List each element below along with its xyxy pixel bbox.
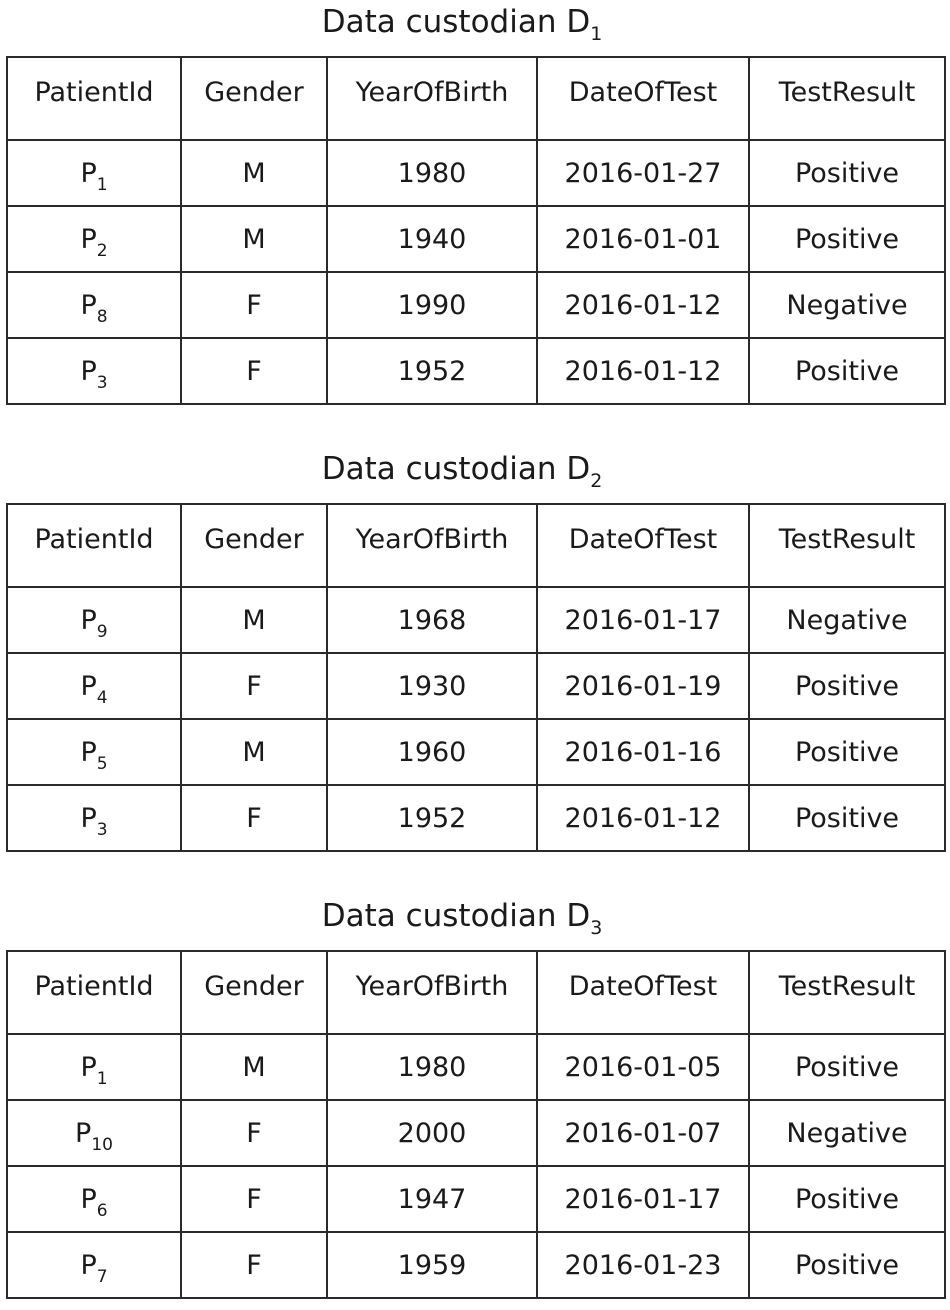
patient-id-cell: $P_1$ [7, 1034, 181, 1100]
patient-id-cell: $P_7$ [7, 1232, 181, 1298]
column-header-patient-id: PatientId [7, 57, 181, 140]
test-result-cell: Negative [749, 1100, 945, 1166]
test-result-cell: Positive [749, 719, 945, 785]
gender-cell: M [181, 206, 327, 272]
column-header-test-result: TestResult [749, 504, 945, 587]
patient-id-cell: $P_3$ [7, 785, 181, 851]
table-row [7, 587, 945, 653]
date-of-test-cell: 2016-01-27 [537, 140, 749, 206]
table-row [7, 1100, 945, 1166]
year-of-birth-cell: 1990 [327, 272, 537, 338]
date-of-test-cell: 2016-01-05 [537, 1034, 749, 1100]
table-row [7, 1034, 945, 1100]
test-result-cell: Negative [749, 587, 945, 653]
column-header-date-of-test: DateOfTest [537, 504, 749, 587]
column-header-gender: Gender [181, 504, 327, 587]
table-row [7, 653, 945, 719]
test-result-cell: Positive [749, 1232, 945, 1298]
patient-id-cell: $P_2$ [7, 206, 181, 272]
gender-cell: F [181, 1100, 327, 1166]
table-title: Data custodian $D_3$ [321, 898, 603, 939]
patient-id-cell: $P_6$ [7, 1166, 181, 1232]
year-of-birth-cell: 1940 [327, 206, 537, 272]
year-of-birth-cell: 1947 [327, 1166, 537, 1232]
gender-cell: F [181, 1232, 327, 1298]
test-result-cell: Negative [749, 272, 945, 338]
year-of-birth-cell: 1952 [327, 338, 537, 404]
year-of-birth-cell: 1959 [327, 1232, 537, 1298]
gender-cell: F [181, 338, 327, 404]
column-header-gender: Gender [181, 57, 327, 140]
header-row [7, 951, 945, 1034]
column-header-year-of-birth: YearOfBirth [327, 57, 537, 140]
table-row [7, 1166, 945, 1232]
date-of-test-cell: 2016-01-17 [537, 1166, 749, 1232]
test-result-cell: Positive [749, 653, 945, 719]
column-header-test-result: TestResult [749, 951, 945, 1034]
table-row [7, 1232, 945, 1298]
gender-cell: M [181, 1034, 327, 1100]
date-of-test-cell: 2016-01-12 [537, 338, 749, 404]
year-of-birth-cell: 1952 [327, 785, 537, 851]
date-of-test-cell: 2016-01-07 [537, 1100, 749, 1166]
table-row [7, 272, 945, 338]
date-of-test-cell: 2016-01-16 [537, 719, 749, 785]
column-header-test-result: TestResult [749, 57, 945, 140]
column-header-patient-id: PatientId [7, 504, 181, 587]
gender-cell: M [181, 140, 327, 206]
year-of-birth-cell: 1960 [327, 719, 537, 785]
year-of-birth-cell: 1930 [327, 653, 537, 719]
column-header-gender: Gender [181, 951, 327, 1034]
date-of-test-cell: 2016-01-19 [537, 653, 749, 719]
custodian-table-d1 [6, 56, 946, 405]
column-header-date-of-test: DateOfTest [537, 57, 749, 140]
table-title: Data custodian $D_2$ [321, 451, 603, 492]
test-result-cell: Positive [749, 206, 945, 272]
column-header-year-of-birth: YearOfBirth [327, 951, 537, 1034]
header-row [7, 504, 945, 587]
table-row [7, 206, 945, 272]
gender-cell: M [181, 719, 327, 785]
custodian-table-d3 [6, 950, 946, 1299]
column-header-patient-id: PatientId [7, 951, 181, 1034]
year-of-birth-cell: 1980 [327, 140, 537, 206]
test-result-cell: Positive [749, 1166, 945, 1232]
year-of-birth-cell: 1968 [327, 587, 537, 653]
patient-id-cell: $P_9$ [7, 587, 181, 653]
gender-cell: M [181, 587, 327, 653]
test-result-cell: Positive [749, 785, 945, 851]
date-of-test-cell: 2016-01-17 [537, 587, 749, 653]
gender-cell: F [181, 1166, 327, 1232]
column-header-date-of-test: DateOfTest [537, 951, 749, 1034]
patient-id-cell: $P_3$ [7, 338, 181, 404]
patient-id-cell: $P_8$ [7, 272, 181, 338]
date-of-test-cell: 2016-01-12 [537, 785, 749, 851]
test-result-cell: Positive [749, 338, 945, 404]
patient-id-cell: $P_5$ [7, 719, 181, 785]
patient-id-cell: $P_1$ [7, 140, 181, 206]
patient-id-cell: $P_{10}$ [7, 1100, 181, 1166]
table-row [7, 719, 945, 785]
test-result-cell: Positive [749, 1034, 945, 1100]
test-result-cell: Positive [749, 140, 945, 206]
gender-cell: F [181, 272, 327, 338]
column-header-year-of-birth: YearOfBirth [327, 504, 537, 587]
table-row [7, 338, 945, 404]
patient-id-cell: $P_4$ [7, 653, 181, 719]
date-of-test-cell: 2016-01-12 [537, 272, 749, 338]
year-of-birth-cell: 1980 [327, 1034, 537, 1100]
year-of-birth-cell: 2000 [327, 1100, 537, 1166]
table-row [7, 140, 945, 206]
table-title: Data custodian $D_1$ [321, 4, 603, 45]
header-row [7, 57, 945, 140]
gender-cell: F [181, 785, 327, 851]
custodian-table-d2 [6, 503, 946, 852]
gender-cell: F [181, 653, 327, 719]
date-of-test-cell: 2016-01-01 [537, 206, 749, 272]
date-of-test-cell: 2016-01-23 [537, 1232, 749, 1298]
table-row [7, 785, 945, 851]
